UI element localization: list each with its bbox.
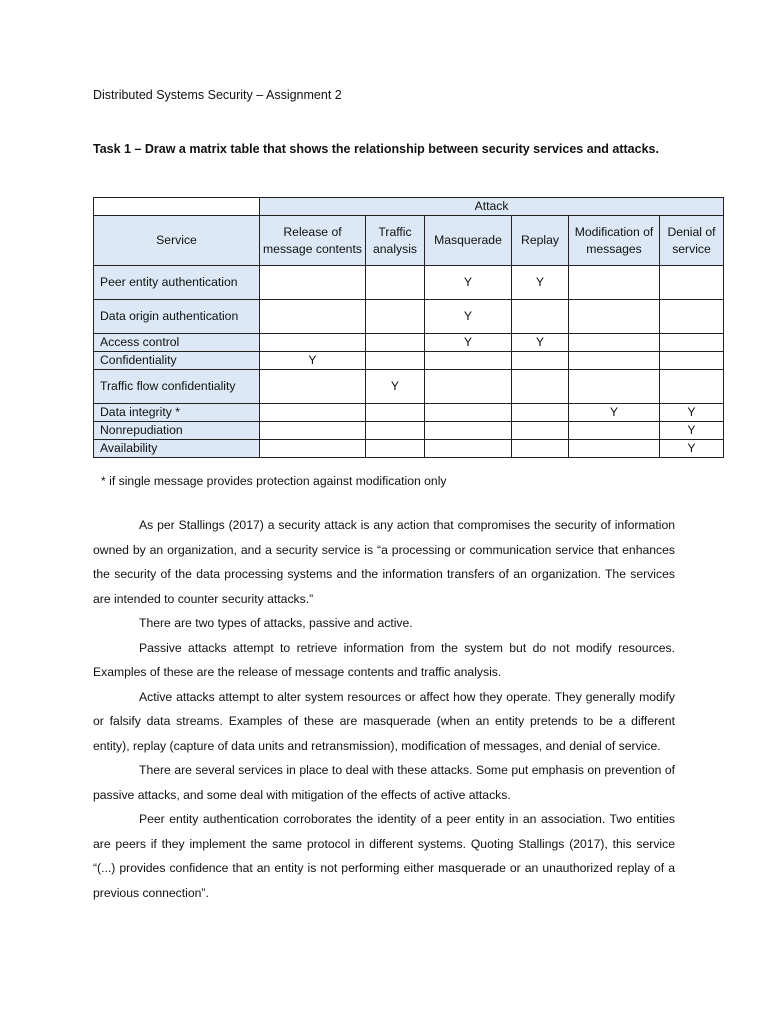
attack-header: Masquerade xyxy=(425,216,512,266)
attack-header: Replay xyxy=(512,216,569,266)
matrix-cell: Y xyxy=(660,422,724,440)
matrix-cell: Y xyxy=(425,300,512,334)
matrix-cell xyxy=(512,300,569,334)
service-label: Availability xyxy=(94,440,260,458)
table-footnote: * if single message provides protection against modification only xyxy=(101,474,447,488)
service-label: Traffic flow confidentiality xyxy=(94,370,260,404)
matrix-cell xyxy=(660,370,724,404)
service-label: Nonrepudiation xyxy=(94,422,260,440)
paragraph: There are two types of attacks, passive and active. xyxy=(139,616,413,630)
table-row xyxy=(94,370,724,404)
matrix-cell xyxy=(260,300,366,334)
matrix-cell: Y xyxy=(660,440,724,458)
matrix-cell xyxy=(366,440,425,458)
matrix-cell xyxy=(366,352,425,370)
paragraph: Active attacks attempt to alter system resources or affect how they operate. They generally modify or falsify data streams. Examples of these are masquerade (when an entity pretends to be a different entity), replay (capture of data units and retransmission), modification of messages, and denial of service. xyxy=(93,689,675,753)
matrix-cell xyxy=(260,266,366,300)
matrix-cell: Y xyxy=(366,370,425,404)
service-label: Data integrity * xyxy=(94,404,260,422)
matrix-cell xyxy=(660,266,724,300)
matrix-cell xyxy=(569,422,660,440)
matrix-cell xyxy=(366,300,425,334)
matrix-cell xyxy=(260,370,366,404)
paragraph: Peer entity authentication corroborates the identity of a peer entity in an association. Two entities are peers if they implement the same protocol in different systems. Quoting Stallings (2017), this service “(...) provides confidence that an entity is not performing either masquerade or an unauthorized replay of a previous connection”. xyxy=(93,812,675,900)
service-label: Data origin authentication xyxy=(94,300,260,334)
matrix-cell: Y xyxy=(425,334,512,352)
matrix-cell xyxy=(512,404,569,422)
paragraph: As per Stallings (2017) a security attack is any action that compromises the security of information owned by an organization, and a security service is “a processing or communication service that enhances the security of the data processing systems and the information transfers of an organization. The services are intended to counter security attacks.” xyxy=(93,518,675,606)
service-column-header: Service xyxy=(94,216,260,266)
matrix-cell: Y xyxy=(569,404,660,422)
table-row xyxy=(94,404,724,422)
table-row xyxy=(94,266,724,300)
matrix-cell xyxy=(512,440,569,458)
matrix-cell xyxy=(569,334,660,352)
document-header: Distributed Systems Security – Assignment 2 xyxy=(93,88,342,102)
table-row xyxy=(94,352,724,370)
table-row xyxy=(94,334,724,352)
table-corner-cell xyxy=(94,198,260,216)
matrix-cell xyxy=(425,440,512,458)
matrix-cell xyxy=(366,334,425,352)
attack-header: Release of message contents xyxy=(260,216,366,266)
matrix-cell xyxy=(366,422,425,440)
matrix-cell xyxy=(366,404,425,422)
service-label: Peer entity authentication xyxy=(94,266,260,300)
task-heading: Task 1 – Draw a matrix table that shows the relationship between security services and attacks. xyxy=(93,142,659,156)
matrix-cell xyxy=(660,300,724,334)
attack-header: Modification of messages xyxy=(569,216,660,266)
service-label: Confidentiality xyxy=(94,352,260,370)
matrix-cell xyxy=(569,370,660,404)
matrix-cell xyxy=(660,334,724,352)
paragraph: Passive attacks attempt to retrieve information from the system but do not modify resources. Examples of these are the release of message contents and traffic analysis. xyxy=(93,640,675,679)
matrix-cell xyxy=(512,370,569,404)
matrix-cell xyxy=(512,352,569,370)
matrix-cell xyxy=(425,404,512,422)
matrix-cell xyxy=(260,440,366,458)
body-text xyxy=(93,513,675,905)
matrix-cell: Y xyxy=(260,352,366,370)
matrix-cell xyxy=(569,300,660,334)
matrix-cell: Y xyxy=(512,266,569,300)
matrix-cell xyxy=(260,422,366,440)
matrix-cell: Y xyxy=(660,404,724,422)
matrix-cell xyxy=(260,334,366,352)
attack-header: Denial of service xyxy=(660,216,724,266)
matrix-cell xyxy=(260,404,366,422)
table-row xyxy=(94,422,724,440)
matrix-cell xyxy=(660,352,724,370)
matrix-cell xyxy=(569,352,660,370)
matrix-cell: Y xyxy=(512,334,569,352)
matrix-cell xyxy=(366,266,425,300)
matrix-cell xyxy=(569,266,660,300)
paragraph: There are several services in place to deal with these attacks. Some put emphasis on prevention of passive attacks, and some deal with mitigation of the effects of active attacks. xyxy=(93,763,675,802)
matrix-cell xyxy=(569,440,660,458)
service-label: Access control xyxy=(94,334,260,352)
matrix-cell xyxy=(512,422,569,440)
table-row xyxy=(94,440,724,458)
matrix-cell xyxy=(425,352,512,370)
matrix-cell xyxy=(425,422,512,440)
attack-header: Traffic analysis xyxy=(366,216,425,266)
security-matrix-table xyxy=(93,197,724,458)
table-row xyxy=(94,300,724,334)
matrix-cell: Y xyxy=(425,266,512,300)
matrix-cell xyxy=(425,370,512,404)
attack-group-header: Attack xyxy=(260,198,724,216)
